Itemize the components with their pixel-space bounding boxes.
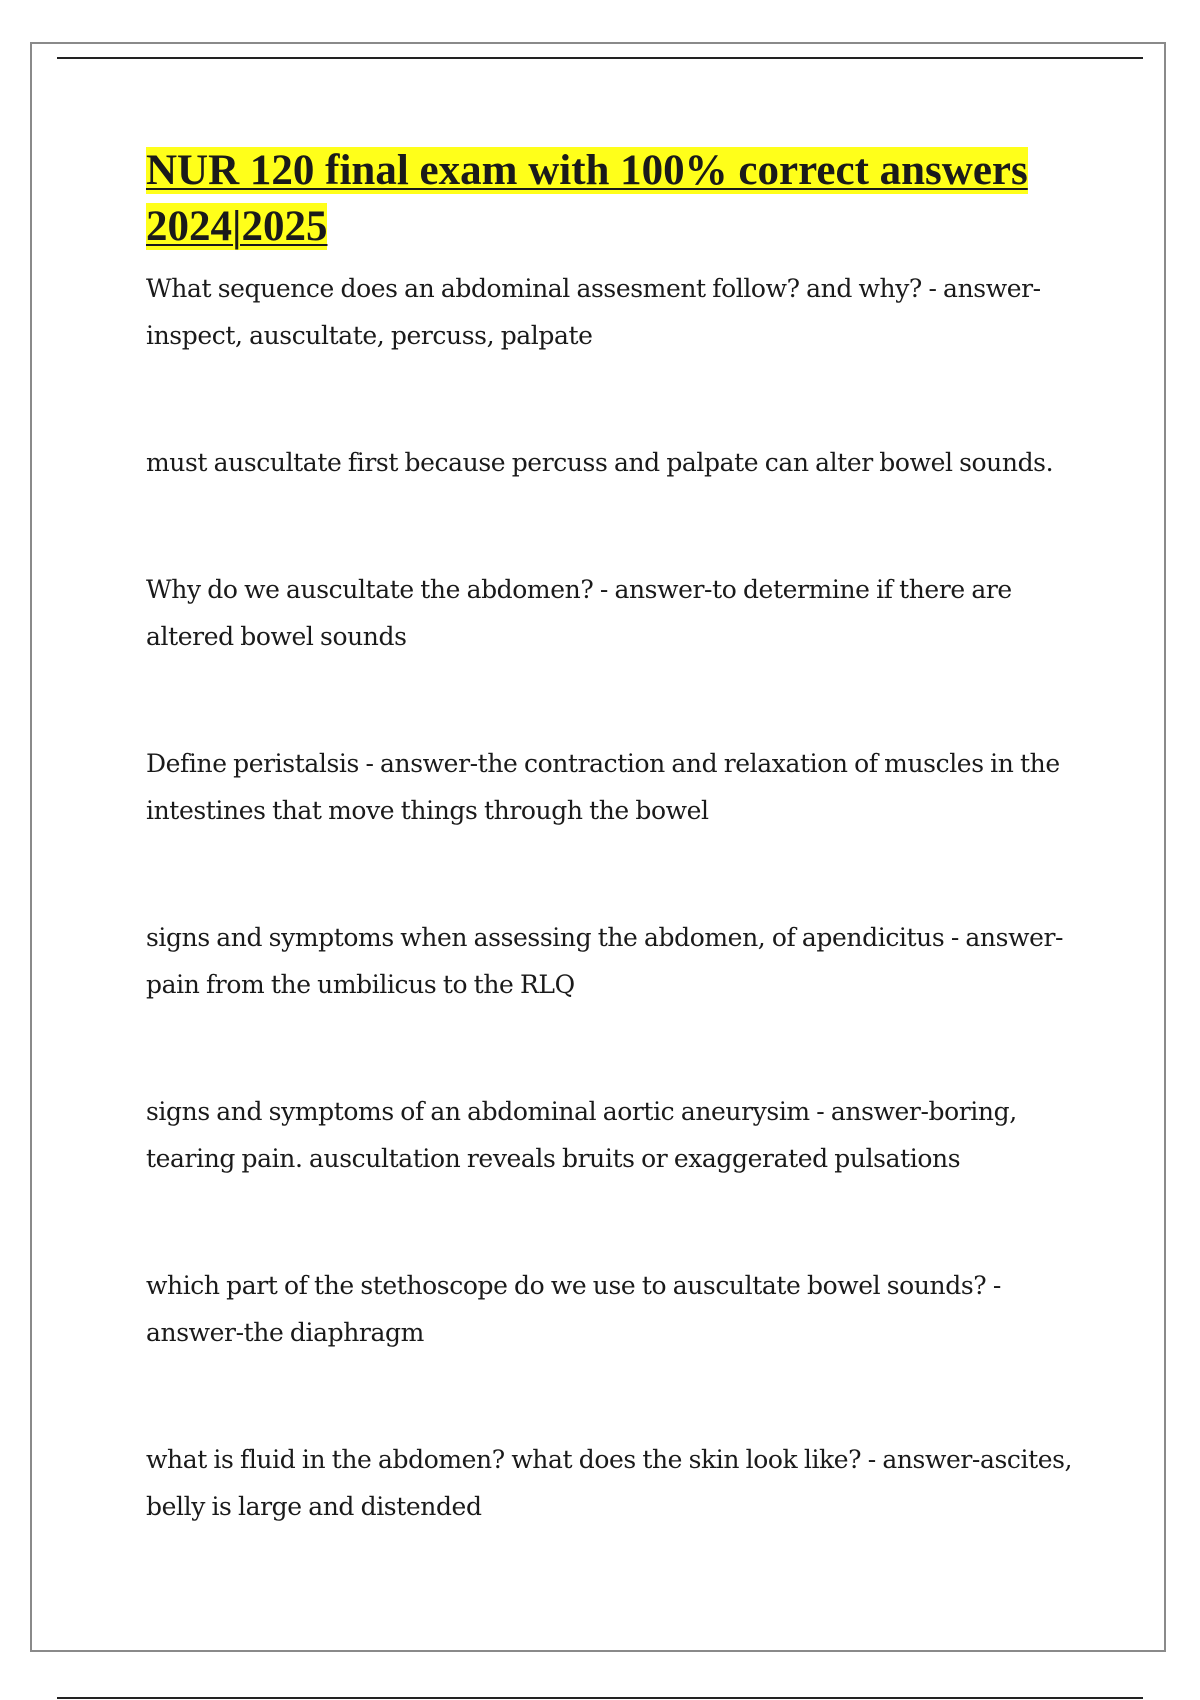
document-title-highlight: NUR 120 final exam with 100% correct answers 2024|2025 <box>146 147 1028 250</box>
footer-rule <box>57 1697 1143 1699</box>
header-rule <box>57 57 1143 59</box>
qa-entry: must auscultate first because percuss and palpate can alter bowel sounds. <box>146 448 1054 477</box>
qa-entry: Define peristalsis - answer-the contraction and relaxation of muscles in the intestines that move things through the bowel <box>146 749 1060 825</box>
qa-entry: which part of the stethoscope do we use to auscultate bowel sounds? - answer-the diaphragm <box>146 1271 1001 1347</box>
qa-entry: What sequence does an abdominal assesment follow? and why? - answer-inspect, auscultate, percuss, palpate <box>146 274 1041 350</box>
document-title <box>146 143 1076 255</box>
qa-entry: signs and symptoms of an abdominal aortic aneurysim - answer-boring, tearing pain. auscultation reveals bruits or exaggerated pulsations <box>146 1097 1017 1173</box>
document-content <box>146 143 1076 1530</box>
qa-entry: signs and symptoms when assessing the abdomen, of apendicitus - answer-pain from the umbilicus to the RLQ <box>146 923 1064 999</box>
qa-entry: what is fluid in the abdomen? what does the skin look like? - answer-ascites, belly is large and distended <box>146 1445 1073 1521</box>
qa-entry: Why do we auscultate the abdomen? - answer-to determine if there are altered bowel sounds <box>146 575 1012 651</box>
